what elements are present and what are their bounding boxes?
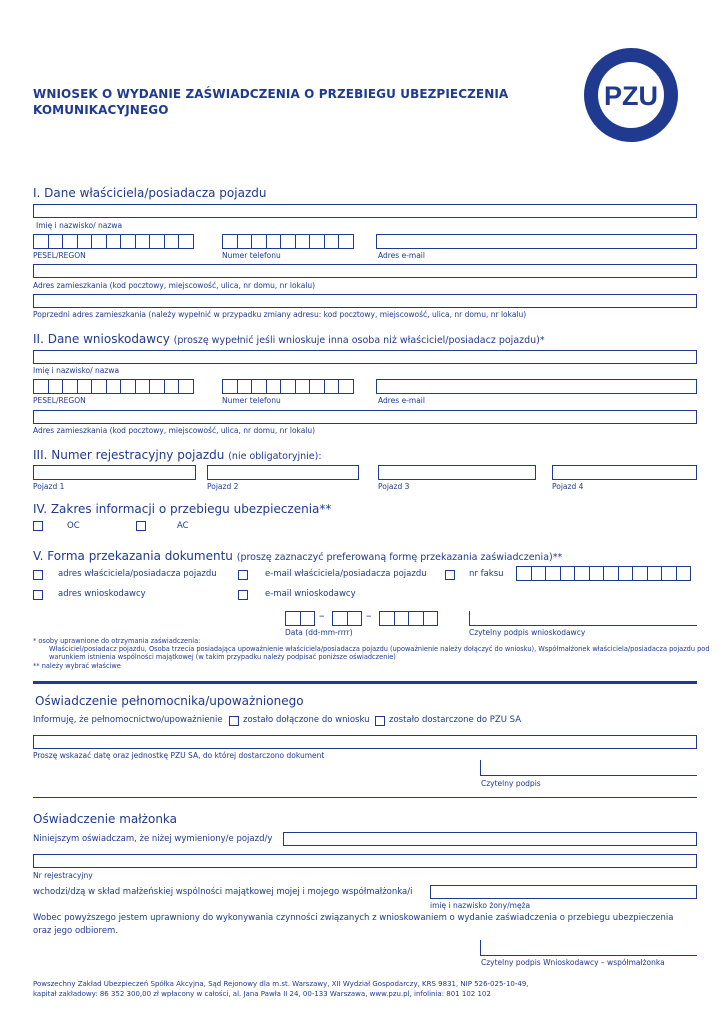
section5-heading — [33, 549, 562, 563]
oc-checkbox[interactable] — [33, 521, 43, 531]
vehicle4-label: Pojazd 4 — [552, 482, 584, 491]
date-separator-2: – — [366, 609, 372, 622]
applicant-email-checkbox[interactable] — [238, 590, 248, 600]
applicant-name-label: Imię i nazwisko/ nazwa — [33, 366, 120, 375]
owner-email-option-label: e-mail właściciela/posiadacza pojazdu — [265, 569, 427, 579]
fax-number-field[interactable] — [516, 566, 690, 581]
proxy-date-unit-label: Proszę wskazać datę oraz jednostkę PZU SA, do której dostarczono dokument — [33, 751, 325, 760]
section4-heading: IV. Zakres informacji o przebiegu ubezpieczenia** — [33, 502, 332, 516]
spouse-vehicle-field[interactable] — [283, 832, 697, 846]
spouse-reg-field[interactable] — [33, 854, 697, 868]
proxy-signature-line[interactable] — [480, 775, 697, 776]
section1-heading: I. Dane właściciela/posiadacza pojazdu — [33, 186, 267, 200]
spouse-entitled-line1: Wobec powyższego jestem uprawniony do wykonywania czynności związanych z wnioskowaniem o wydanie zaświadczenia o przebiegu ubezpieczenia — [33, 913, 674, 923]
footer — [33, 979, 683, 999]
spouse-name-label: imię i nazwisko żony/męża — [430, 901, 531, 910]
proxy-text: Informuję, że pełnomocnictwo/upoważnienie — [33, 715, 223, 725]
owner-pesel-field[interactable] — [33, 234, 193, 249]
applicant-address-label: Adres zamieszkania (kod pocztowy, miejscowość, ulica, nr domu, nr lokalu) — [33, 426, 316, 435]
spouse-entitled-text — [33, 912, 697, 938]
spouse-name-field[interactable] — [430, 885, 697, 899]
owner-email-checkbox[interactable] — [238, 570, 248, 580]
form-title-line2: KOMUNIKACYJNEGO — [33, 103, 169, 117]
applicant-email-label: Adres e-mail — [378, 396, 425, 405]
date-day-field[interactable] — [285, 611, 314, 626]
footer-line2: kapitał zakładowy: 86 352 300,00 zł wpłacony w całości, al. Jana Pawła II 24, 00-133 Warszawa, www.pzu.pl, infolinia: 801 102 102 — [33, 990, 491, 998]
signature-line[interactable] — [469, 625, 697, 626]
spouse-entitled-line2: oraz jego odbiorem. — [33, 926, 119, 936]
spouse-signature-line[interactable] — [480, 955, 697, 956]
section3-note: (nie obligatoryjnie): — [228, 451, 322, 462]
section2-heading — [33, 332, 545, 346]
vehicle3-field[interactable] — [378, 465, 536, 480]
date-month-field[interactable] — [332, 611, 361, 626]
note-2: Właściciel/posiadacz pojazdu, Osoba trzecia posiadająca upoważnienie właściciela/posiadacza pojazdu (upoważnienie należy dołączyć do wniosku), Współmałżonek właściciela/posiadacza pojazdu pod — [49, 645, 710, 653]
applicant-email-option-label: e-mail wnioskodawcy — [265, 589, 356, 599]
proxy-date-unit-field[interactable] — [33, 735, 697, 749]
owner-prev-address-label: Poprzedni adres zamieszkania (należy wypełnić w przypadku zmiany adresu: kod pocztowy, miejscowość, ulica, nr domu, nr lokalu) — [33, 310, 527, 319]
owner-address-checkbox[interactable] — [33, 570, 43, 580]
spouse-signature-line-left — [480, 940, 481, 955]
spouse-statement: Niniejszym oświadczam, że niżej wymieniony/e pojazd/y — [33, 834, 273, 844]
owner-address-field[interactable] — [33, 264, 697, 278]
proxy-heading: Oświadczenie pełnomocnika/upoważnionego — [35, 694, 304, 708]
applicant-phone-label: Numer telefonu — [222, 396, 281, 405]
section2-note: (proszę wypełnić jeśli wnioskuje inna osoba niż właściciel/posiadacz pojazdu)* — [173, 335, 545, 346]
applicant-pesel-label: PESEL/REGON — [33, 396, 86, 405]
spouse-reg-label: Nr rejestracyjny — [33, 871, 93, 880]
section5-title: V. Forma przekazania dokumentu — [33, 549, 233, 563]
date-label: Data (dd-mm-rrrr) — [285, 628, 353, 637]
vehicle3-label: Pojazd 3 — [378, 482, 410, 491]
vehicle2-field[interactable] — [207, 465, 359, 480]
applicant-phone-field[interactable] — [222, 379, 353, 394]
section2-title: II. Dane wnioskodawcy — [33, 332, 170, 346]
spouse-heading: Oświadczenie małżonka — [33, 812, 178, 826]
section5-note: (proszę zaznaczyć preferowaną formę przekazania zaświadczenia)** — [236, 552, 563, 563]
proxy-attached-checkbox[interactable] — [229, 716, 239, 726]
applicant-address-option-label: adres wnioskodawcy — [58, 589, 146, 599]
section3-title: III. Numer rejestracyjny pojazdu — [33, 448, 225, 462]
owner-phone-field[interactable] — [222, 234, 353, 249]
note-1: * osoby uprawnione do otrzymania zaświadczenia: — [33, 637, 201, 645]
spouse-signature-label: Czytelny podpis Wnioskodawcy – współmałżonka — [481, 958, 665, 967]
note-4: ** należy wybrać właściwe — [33, 662, 121, 670]
owner-email-label: Adres e-mail — [378, 251, 425, 260]
form-title — [33, 86, 553, 118]
applicant-signature-label: Czytelny podpis wnioskodawcy — [469, 628, 586, 637]
owner-address-option-label: adres właściciela/posiadacza pojazdu — [58, 569, 217, 579]
note-3: warunkiem istnienia wspólności majątkowej (w takim przypadku należy podpisać poniższe oświadczenie) — [49, 653, 396, 661]
owner-phone-label: Numer telefonu — [222, 251, 281, 260]
owner-email-field[interactable] — [376, 234, 697, 249]
footer-line1: Powszechny Zakład Ubezpieczeń Spółka Akcyjna, Sąd Rejonowy dla m.st. Warszawy, XII Wydział Gospodarczy, KRS 9831, NIP 526-025-10-49, — [33, 980, 529, 988]
proxy-delivered-label: zostało dostarczone do PZU SA — [389, 715, 522, 725]
applicant-pesel-field[interactable] — [33, 379, 193, 394]
signature-line-left — [469, 611, 470, 626]
fax-checkbox[interactable] — [445, 570, 455, 580]
applicant-name-field[interactable] — [33, 350, 697, 364]
vehicle2-label: Pojazd 2 — [207, 482, 239, 491]
section-divider — [33, 681, 697, 684]
vehicle1-label: Pojazd 1 — [33, 482, 65, 491]
pzu-logo-text: PZU — [604, 81, 658, 111]
spouse-joint-text: wchodzi/dzą w skład małżeńskiej wspólności majątkowej mojej i mojego współmałżonka/i — [33, 887, 413, 897]
proxy-attached-label: zostało dołączone do wniosku — [243, 715, 370, 725]
ac-label: AC — [177, 521, 189, 531]
applicant-email-field[interactable] — [376, 379, 697, 394]
applicant-address-checkbox[interactable] — [33, 590, 43, 600]
date-separator-1: – — [319, 609, 325, 622]
spouse-divider — [33, 797, 697, 798]
owner-pesel-label: PESEL/REGON — [33, 251, 86, 260]
section3-heading — [33, 448, 322, 462]
vehicle4-field[interactable] — [552, 465, 697, 480]
applicant-address-field[interactable] — [33, 410, 697, 424]
owner-prev-address-field[interactable] — [33, 294, 697, 308]
vehicle1-field[interactable] — [33, 465, 196, 480]
pzu-logo — [584, 48, 678, 142]
fax-option-label: nr faksu — [469, 569, 504, 579]
proxy-delivered-checkbox[interactable] — [375, 716, 385, 726]
date-year-field[interactable] — [379, 611, 437, 626]
proxy-signature-line-left — [480, 760, 481, 775]
owner-name-field[interactable] — [33, 204, 697, 218]
form-title-line1: WNIOSEK O WYDANIE ZAŚWIADCZENIA O PRZEBIEGU UBEZPIECZENIA — [33, 87, 509, 101]
owner-address-label: Adres zamieszkania (kod pocztowy, miejscowość, ulica, nr domu, nr lokalu) — [33, 281, 316, 290]
oc-label: OC — [67, 521, 80, 531]
ac-checkbox[interactable] — [136, 521, 146, 531]
owner-name-label: Imię i nazwisko/ nazwa — [36, 221, 123, 230]
proxy-signature-label: Czytelny podpis — [481, 779, 541, 788]
